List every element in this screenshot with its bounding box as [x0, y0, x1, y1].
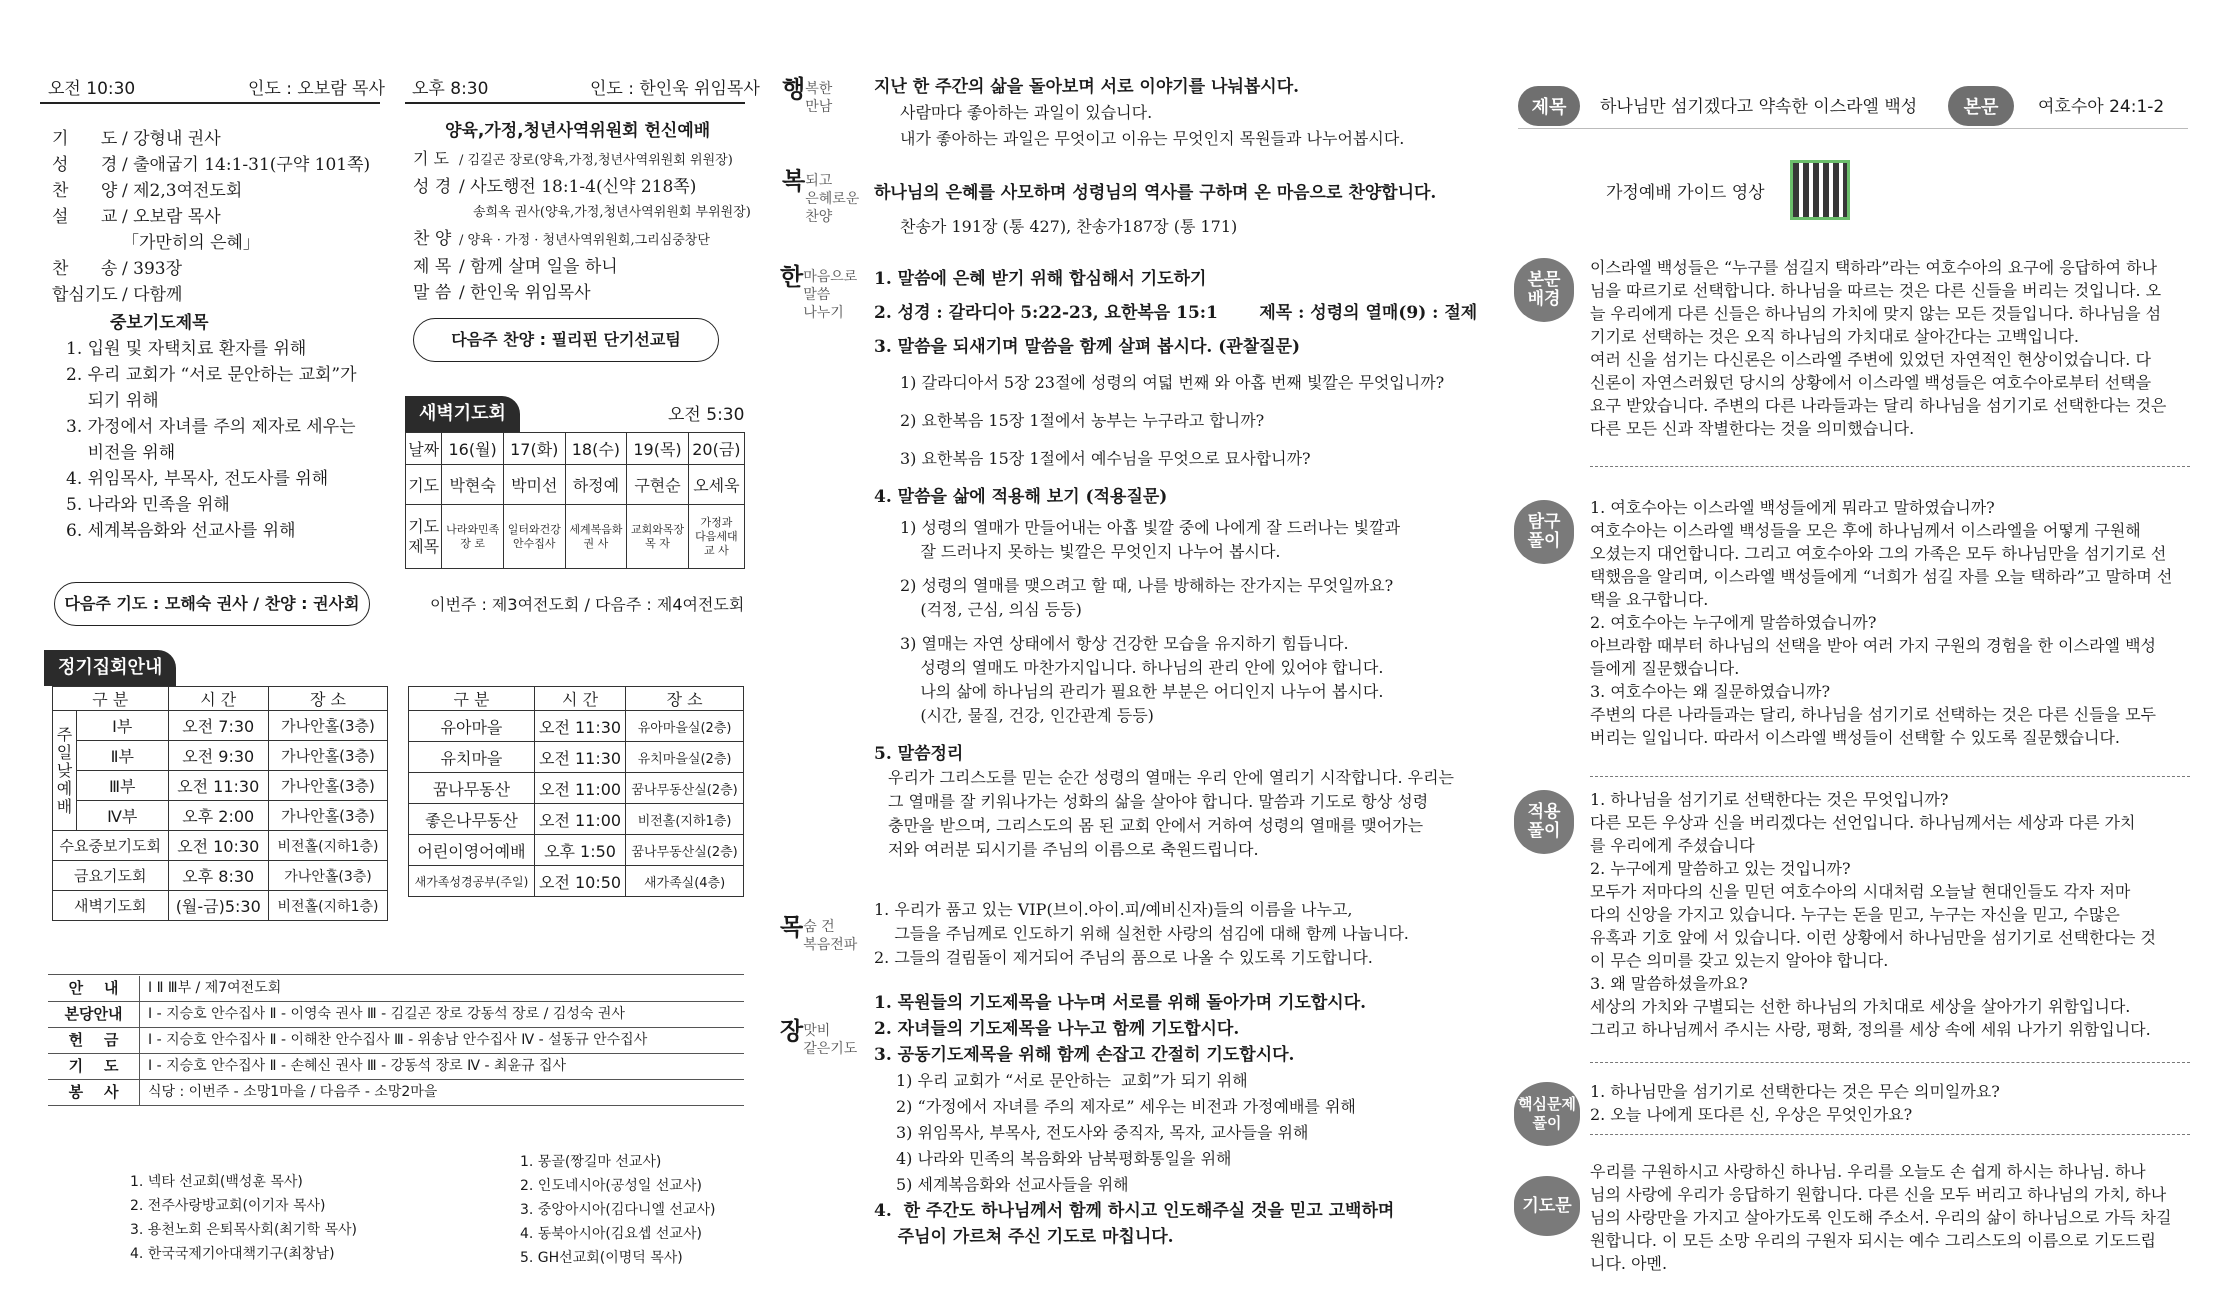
evening-order [413, 146, 753, 306]
evening-row [413, 280, 753, 306]
meet-head-cell: 시 간 [168, 687, 268, 711]
section-evangelism: 목숨 건 복음전파 [780, 913, 858, 953]
section-happy-meeting: 행복한 만남 [782, 75, 833, 115]
meet-row [409, 742, 744, 773]
duty-value: Ⅰ Ⅱ Ⅲ부 / 제7여전도회 [148, 980, 282, 996]
row-value: / 출애굽기 14:1-31(구약 101쪽) [122, 155, 371, 175]
guide-line: 2. 그들의 걸림돌이 제거되어 주님의 품으로 나올 수 있도록 기도합니다. [874, 948, 1373, 967]
section2-text [874, 176, 1436, 244]
prayer-item: 비전을 위해 [66, 443, 176, 463]
row-label: 성 경 [52, 155, 118, 175]
dawn-pray-cell: 구현순 [627, 465, 689, 505]
meet-cell: 가나안홀(3층) [268, 801, 387, 831]
meet-cell: 꿈나무동산실(2층) [626, 835, 744, 866]
meet-cell: 오후 8:30 [168, 861, 268, 891]
key-question-text: 1. 하나님만을 섬기기로 선택한다는 것은 무슨 의미일까요? 2. 오늘 나에게 또다른 신, 우상은 무엇인가요? [1590, 1082, 2000, 1124]
dawn-head-cell: 날짜 [406, 433, 442, 465]
closing-prayer-text: 우리를 구원하시고 사랑하신 하나님. 우리를 오늘도 손 쉽게 하시는 하나님. 하나 님의 사랑에 우리가 응답하기 원합니다. 다른 신을 모두 버리고 하나님의 가치, 하나 님의 사랑만을 가지고 살아가도록 인도해 주소서. 우리의 삶이 하나님으로 가득 차길 원합니다. 이 모든 소망 우리의 구원자 되시는 예수 그리스도의 이름으로 기도드립 니다. 아멘. [1590, 1162, 2172, 1273]
qr-code-icon[interactable] [1790, 160, 1850, 220]
meeting-tag: 정기집회안내 [44, 650, 176, 686]
meet-cell: 유치마을실(2층) [626, 742, 744, 773]
meet-cell: (월-금)5:30 [168, 891, 268, 921]
dawn-table [405, 432, 745, 569]
guide-line: 2. 성경 : 갈라디아 5:22-23, 요한복음 15:1 제목 : 성령의 열매(9) : 절제 [874, 303, 1478, 323]
row-label: 성 경 [413, 177, 452, 197]
meet-cell: 가나안홀(3층) [268, 711, 387, 741]
text-label: 본문 [1948, 86, 2014, 126]
duty-row [48, 1080, 744, 1106]
meet-cell: Ⅳ부 [77, 801, 169, 831]
guide-line: 1. 목원들의 기도제목을 나누며 서로를 위해 돌아가며 기도합시다. [874, 993, 1367, 1013]
sunday-row [52, 126, 382, 152]
meet-cell: Ⅲ부 [77, 771, 169, 801]
section3-text [874, 262, 1494, 862]
dawn-topic-cell: 세계복음화 권 사 [565, 505, 627, 569]
row-value: / 제2,3여전도회 [122, 181, 243, 201]
dawn-pray-cell: 기도 [406, 465, 442, 505]
row-value: / 한인욱 위임목사 [459, 283, 591, 303]
row-value: / 사도행전 18:1-4(신약 218쪽) [459, 177, 697, 197]
sunday-row [52, 256, 382, 282]
explore-label: 탐구 풀이 [1514, 500, 1574, 564]
guide-line: 지난 한 주간의 삶을 돌아보며 서로 이야기를 나눠봅시다. [874, 77, 1300, 97]
mission-item: 5. GH선교회(이명덕 목사) [520, 1250, 683, 1266]
meet-row [53, 861, 388, 891]
meet-cell: 수요중보기도회 [53, 831, 169, 861]
key-question-label: 핵심문제 풀이 [1514, 1082, 1580, 1146]
section4-text [874, 898, 1409, 970]
meet-cell: 유아마을실(2층) [626, 711, 744, 742]
duty-key: 안 내 [48, 976, 140, 1001]
section-word: 한마음으로 말씀 나누기 [780, 263, 858, 321]
meet-row [409, 835, 744, 866]
guide-line: 주님이 가르쳐 주신 기도로 마칩니다. [874, 1227, 1174, 1247]
guide-line: 1) 우리 교회가 “서로 문안하는 교회”가 되기 위해 [896, 1071, 1248, 1090]
meet-cell: 오전 10:50 [534, 866, 625, 897]
background-text: 이스라엘 백성들은 “누구를 섬길지 택하라”라는 여호수아의 요구에 응답하여 하나 님을 따르기로 선택합니다. 하나님을 따르는 것은 다른 신들을 버리는 것입니다. 오 늘 우리에게 다른 신들은 하나님의 가치에 맞지 않는 모든 것들입니다. 하나님을 섬 기기로 선택하는 것은 오직 하나님의 가치대로 살아간다는 고백입니다. 여러 신을 섬기는 다신론은 이스라엘 주변에 있었던 자연적인 현상이었습니다. 다 신론이 자연스러웠던 당시의 상황에서 이스라엘 백성들은 여호수아로부터 선택을 요구 받았습니다. 주변의 다른 나라들과는 달리 하나님을 섬기기로 선택한다는 것은 다른 모든 신과 작별한다는 것을 의미했습니다. [1590, 258, 2167, 438]
meet-cell: 비전홀(지하1층) [268, 891, 387, 921]
duty-row [48, 1028, 744, 1054]
section1-text [874, 74, 1404, 152]
sunday-row [52, 230, 382, 256]
scripture-text: 여호수아 24:1-2 [2038, 97, 2165, 117]
duty-value: 식당 : 이번주 - 소망1마을 / 다음주 - 소망2마을 [148, 1084, 438, 1100]
dawn-pray-cell: 하정예 [565, 465, 627, 505]
guide-line: 1) 성령의 열매가 만들어내는 아홉 빛깔 중에 나에게 잘 드러나는 빛깔과 [900, 518, 1401, 537]
guide-line: 하나님의 은혜를 사모하며 성령님의 역사를 구하며 온 마음으로 찬양합니다. [874, 183, 1437, 203]
prayer-item: 5. 나라와 민족을 위해 [66, 495, 230, 515]
apply-text: 1. 하나님을 섬기기로 선택한다는 것은 무엇입니까? 다른 모든 우상과 신을 버리겠다는 선언입니다. 하나님께서는 세상과 다른 가치 를 우리에게 주셨습니다 2. 누구에게 말씀하고 있는 것입니까? 모두가 저마다의 신을 믿던 여호수아의 시대처럼 오늘날 현대인들도 각자 저마 다의 신앙을 가지고 있습니다. 누구는 돈을 믿고, 누구는 자신을 믿고, 수많은 유혹과 기호 앞에 서 있습니다. 이런 상황에서 하나님만을 섬기기로 선택한다는 것 이 무슨 의미를 갖고 있는지 알아야 합니다. 3. 왜 말씀하셨을까요? 세상의 가치와 구별되는 선한 하나님의 가치대로 세상을 살아가기 위함입니다. 그리고 하나님께서 주시는 사랑, 평화, 정의를 세상 속에 세워 나가기 위함입니다. [1590, 790, 2156, 1039]
section-prayer: 장맛비 같은기도 [780, 1017, 858, 1057]
guide-video-label: 가정예배 가이드 영상 [1606, 183, 1765, 203]
meet-cell: 오전 9:30 [168, 741, 268, 771]
meet-cell: 가나안홀(3층) [268, 741, 387, 771]
meet-head-cell: 장 소 [626, 687, 744, 711]
guide-line: 4. 말씀을 삶에 적용해 보기 (적용질문) [874, 487, 1168, 507]
duty-row [48, 976, 744, 1002]
evening-row [413, 174, 753, 200]
guide-line: 2. 자녀들의 기도제목을 나누고 함께 기도합시다. [874, 1019, 1240, 1039]
meet-cell: 좋은나무동산 [409, 804, 535, 835]
dawn-head-cell: 16(월) [442, 433, 504, 465]
meet-cell: 금요기도회 [53, 861, 169, 891]
guide-line: 3) 요한복음 15장 1절에서 예수님을 무엇으로 묘사합니까? [900, 449, 1311, 468]
dawn-head-cell: 17(화) [503, 433, 565, 465]
row-label: 기 도 [52, 129, 118, 149]
meet-cell: 오전 11:00 [534, 773, 625, 804]
meet-cell: 오후 1:50 [534, 835, 625, 866]
sunday-row [52, 282, 382, 308]
meeting-table-left [52, 686, 388, 921]
meet-cell: 꿈나무동산실(2층) [626, 773, 744, 804]
guide-line: 3. 공동기도제목을 위해 함께 손잡고 간절히 기도합시다. [874, 1045, 1295, 1065]
guide-line: 3) 위임목사, 부목사, 전도사와 중직자, 목자, 교사들을 위해 [896, 1123, 1309, 1142]
row-value: / 강형내 권사 [122, 129, 221, 149]
dawn-time: 오전 5:30 [668, 405, 745, 425]
row-value: / 양육 · 가정 · 청년사역위원회,그리심중창단 [459, 233, 710, 248]
dawn-topic-cell: 교회와목장 목 자 [627, 505, 689, 569]
prayer-list [66, 336, 386, 544]
row-label: 찬 양 [413, 229, 452, 249]
sunday-row [52, 178, 382, 204]
duty-row [48, 1002, 744, 1028]
mission-item: 1. 몽골(짱길마 선교사) [520, 1154, 662, 1170]
meet-cell: Ⅰ부 [77, 711, 169, 741]
prayer-item: 2. 우리 교회가 “서로 문안하는 교회”가 [66, 365, 357, 385]
meet-cell: 오전 11:30 [168, 771, 268, 801]
meet-row [53, 711, 388, 741]
duty-value: Ⅰ - 지승호 안수집사 Ⅱ - 이영숙 권사 Ⅲ - 김길곤 장로 강동석 장로 / 김성숙 권사 [148, 1006, 625, 1022]
meet-row [409, 773, 744, 804]
guide-line: (걱정, 근심, 의심 등등) [900, 600, 1082, 619]
mission-item: 4. 동북아시아(김요셉 선교사) [520, 1226, 702, 1242]
guide-line: 우리가 그리스도를 믿는 순간 성령의 열매는 우리 안에 열리기 시작합니다. 우리는 [888, 768, 1454, 787]
prayer-item: 6. 세계복음화와 선교사를 위해 [66, 521, 296, 541]
guide-line: 성령의 열매도 마찬가지입니다. 하나님의 관리 안에 있어야 합니다. [900, 658, 1384, 677]
next-week-pill: 다음주 기도 : 모해숙 권사 / 찬양 : 권사회 [54, 582, 370, 626]
guide-line: 3) 열매는 자연 상태에서 항상 건강한 모습을 유지하기 힘듭니다. [900, 634, 1349, 653]
duty-value: Ⅰ - 지승호 안수집사 Ⅱ - 이해찬 안수집사 Ⅲ - 위송남 안수집사 Ⅳ - 설동규 안수집사 [148, 1032, 648, 1048]
prayer-item: 1. 입원 및 자택치료 환자를 위해 [66, 339, 307, 359]
meet-head-cell: 시 간 [534, 687, 625, 711]
guide-line: 1) 갈라디아서 5장 23절에 성령의 여덟 번째 와 아홉 번째 빛깔은 무엇입니까? [900, 373, 1445, 392]
guide-line: 사람마다 좋아하는 과일이 있습니다. [900, 103, 1153, 122]
meet-row [409, 804, 744, 835]
guide-line: 3. 말씀을 되새기며 말씀을 함께 살펴 봅시다. (관찰질문) [874, 337, 1301, 357]
guide-line: 나의 삶에 하나님의 관리가 필요한 부분은 어디인지 나누어 봅시다. [900, 682, 1384, 701]
row-label: 기 도 [413, 149, 449, 168]
meet-cell: Ⅱ부 [77, 741, 169, 771]
dawn-pray-cell: 박현숙 [442, 465, 504, 505]
missions-list-b [520, 1150, 715, 1270]
row-label: 찬 송 [52, 259, 118, 279]
guide-line: 그 열매를 잘 키워나가는 성화의 삶을 살아야 합니다. 말씀과 기도로 항상 성령 [888, 792, 1429, 811]
meet-cell: 유아마을 [409, 711, 535, 742]
evening-row [413, 226, 753, 254]
meet-head-cell: 구 분 [409, 687, 535, 711]
meet-cell: 어린이영어예배 [409, 835, 535, 866]
guide-line: 그들을 주님께로 인도하기 위해 실천한 사랑의 섬김에 대해 함께 나눕니다. [874, 924, 1409, 943]
meet-head-cell: 구 분 [53, 687, 169, 711]
mission-item: 2. 인도네시아(공성일 선교사) [520, 1178, 702, 1194]
missions-list-a [130, 1170, 357, 1266]
evening-row [413, 254, 753, 280]
meet-cell: 가나안홀(3층) [268, 771, 387, 801]
dawn-head-cell: 20(금) [688, 433, 744, 465]
meet-cell: 비전홀(지하1층) [268, 831, 387, 861]
row-value: 「가만히의 은혜」 [122, 233, 260, 253]
mission-item: 1. 넥타 선교회(백성훈 목사) [130, 1174, 303, 1190]
guide-line: 4. 한 주간도 하나님께서 함께 하시고 인도해주실 것을 믿고 고백하며 [874, 1201, 1395, 1221]
guide-line: 내가 좋아하는 과일은 무엇이고 이유는 무엇인지 목원들과 나누어봅시다. [900, 129, 1405, 148]
mission-item: 3. 중앙아시아(김다니엘 선교사) [520, 1202, 716, 1218]
row-value: / 함께 살며 일을 하니 [459, 257, 618, 277]
sunday-order [52, 126, 382, 308]
prayer-title: 중보기도제목 [110, 313, 209, 333]
background-label: 본문 배경 [1514, 258, 1574, 322]
meet-cell: 오전 7:30 [168, 711, 268, 741]
row-value: / 393장 [122, 259, 183, 279]
guide-line: 잘 드러나지 못하는 빛깔은 무엇인지 나누어 봅시다. [900, 542, 1281, 561]
row-value: / 다함께 [122, 285, 183, 305]
meet-row [53, 891, 388, 921]
guide-line: 2) 성령의 열매를 맺으려고 할 때, 나를 방해하는 잔가지는 무엇일까요? [900, 576, 1394, 595]
guide-line: 충만을 받으며, 그리스도의 몸 된 교회 안에서 거하여 성령의 열매를 맺어가는 [888, 816, 1424, 835]
evening-leader: 인도 : 한인욱 위임목사 [590, 79, 760, 99]
guide-line: 찬송가 191장 (통 427), 찬송가187장 (통 171) [900, 217, 1238, 236]
evening-row [413, 146, 753, 174]
prayer-label: 기도문 [1514, 1176, 1580, 1236]
dawn-topic-cell: 가정과 다음세대 교 사 [688, 505, 744, 569]
guide-line: 5) 세계복음화와 선교사들을 위해 [896, 1175, 1129, 1194]
row-label: 찬 양 [52, 181, 118, 201]
topic-label: 제목 [1518, 86, 1580, 126]
row-label: 말 씀 [413, 283, 452, 303]
meet-cell: 오전 11:30 [534, 742, 625, 773]
row-label: 설 교 [52, 207, 118, 227]
mission-item: 2. 전주사랑방교회(이기자 목사) [130, 1198, 326, 1214]
guide-line: 저와 여러분 되시기를 주님의 이름으로 축원드립니다. [888, 840, 1259, 859]
prayer-item: 3. 가정에서 자녀를 주의 제자로 세우는 [66, 417, 356, 437]
meet-cell: 꿈나무동산 [409, 773, 535, 804]
meet-row [53, 741, 388, 771]
meet-cell: 오전 11:00 [534, 804, 625, 835]
explore-text: 1. 여호수아는 이스라엘 백성들에게 뭐라고 말하였습니까? 여호수아는 이스라엘 백성들을 모은 후에 하나님께서 이스라엘을 어떻게 구원해 오셨는지 대언합니다. 그리고 여호수아와 그의 가족은 모두 하나님만을 섬기기로 선 택했음을 알리며, 이스라엘 백성들에게 “너희가 섬길 자를 오늘 택하라”고 말하며 선 택을 요구합니다. 2. 여호수아는 누구에게 말씀하였습니까? 아브라함 때부터 하나님의 선택을 받아 여러 가지 구원의 경험을 한 이스라엘 백성 들에게 질문했습니다. 3. 여호수아는 왜 질문하였습니까? 주변의 다른 나라들과는 달리, 하나님을 섬기기로 선택하는 것은 다른 신들을 모두 버리는 일입니다. 따라서 이스라엘 백성들이 선택할 수 있도록 질문했습니다. [1590, 498, 2173, 747]
evening-row [413, 200, 753, 226]
duty-value: Ⅰ - 지승호 안수집사 Ⅱ - 손혜신 권사 Ⅲ - 강동석 장로 Ⅳ - 최윤규 집사 [148, 1058, 567, 1074]
guide-line: 2) 요한복음 15장 1절에서 농부는 누구라고 합니까? [900, 411, 1265, 430]
evening-time: 오후 8:30 [412, 79, 489, 99]
meet-row [409, 866, 744, 897]
duty-key: 봉 사 [48, 1080, 140, 1105]
duty-roster [48, 976, 744, 1106]
meet-row [53, 831, 388, 861]
row-label: 합심기도 [52, 285, 118, 305]
dawn-topic-cell: 나라와민족 장 로 [442, 505, 504, 569]
section5-text [874, 990, 1394, 1250]
meet-cell: 오전 10:30 [168, 831, 268, 861]
duty-key: 기 도 [48, 1054, 140, 1079]
dawn-tag: 새벽기도회 [405, 396, 520, 432]
meet-cell: 오후 2:00 [168, 801, 268, 831]
guide-line: 4) 나라와 민족의 복음화와 남북평화통일을 위해 [896, 1149, 1232, 1168]
prayer-item: 되기 위해 [66, 391, 159, 411]
prayer-item: 4. 위임목사, 부목사, 전도사를 위해 [66, 469, 329, 489]
meet-cell: 새벽기도회 [53, 891, 169, 921]
sunday-row [52, 152, 382, 178]
section-praise: 복되고 은혜로운 찬양 [782, 167, 860, 225]
row-value: / 김길곤 장로(양육,가정,청년사역위원회 위원장) [459, 153, 733, 168]
meet-group: 주 일 낮 예 배 [53, 711, 77, 831]
dawn-head-cell: 19(목) [627, 433, 689, 465]
guide-line: 2) “가정에서 자녀를 주의 제자로” 세우는 비전과 가정예배를 위해 [896, 1097, 1356, 1116]
sunday-leader: 인도 : 오보람 목사 [248, 79, 385, 99]
evening-next-pill: 다음주 찬양 : 필리핀 단기선교팀 [413, 318, 719, 362]
evening-title: 양육,가정,청년사역위원회 헌신예배 [445, 121, 711, 141]
guide-line: (시간, 물질, 건강, 인간관계 등등) [900, 706, 1154, 725]
meet-row [53, 771, 388, 801]
row-value: / 오보람 목사 [122, 207, 221, 227]
topic-text: 하나님만 섬기겠다고 약속한 이스라엘 백성 [1600, 97, 1918, 117]
mission-item: 3. 용천노회 은퇴목사회(최기학 목사) [130, 1222, 357, 1238]
meet-cell: 오전 11:30 [534, 711, 625, 742]
duty-key: 본당안내 [48, 1002, 140, 1027]
sunday-row [52, 204, 382, 230]
dawn-pray-cell: 오세욱 [688, 465, 744, 505]
dawn-topic-label: 기도 제목 [406, 505, 442, 569]
duty-row [48, 1054, 744, 1080]
meet-cell: 가나안홀(3층) [268, 861, 387, 891]
guide-line: 1. 우리가 품고 있는 VIP(브이.아이.피/예비신자)들의 이름을 나누고, [874, 900, 1353, 919]
sunday-time: 오전 10:30 [48, 79, 136, 99]
dawn-topic-cell: 일터와건강 안수집사 [503, 505, 565, 569]
row-value: 송희옥 권사(양육,가정,청년사역위원회 부위원장) [473, 205, 751, 220]
meet-row [409, 711, 744, 742]
meet-cell: 새가족실(4층) [626, 866, 744, 897]
meet-cell: 유치마을 [409, 742, 535, 773]
mission-item: 4. 한국국제기아대책기구(최창남) [130, 1246, 335, 1262]
meet-cell: 비전홀(지하1층) [626, 804, 744, 835]
dawn-head-cell: 18(수) [565, 433, 627, 465]
duty-key: 헌 금 [48, 1028, 140, 1053]
guide-line: 5. 말씀정리 [874, 744, 964, 764]
dawn-pray-cell: 박미선 [503, 465, 565, 505]
meet-cell: 새가족성경공부(주일) [409, 866, 535, 897]
meet-row [53, 801, 388, 831]
dawn-note: 이번주 : 제3여전도회 / 다음주 : 제4여전도회 [430, 595, 745, 614]
apply-label: 적용 풀이 [1514, 790, 1574, 854]
meet-head-cell: 장 소 [268, 687, 387, 711]
row-label: 제 목 [413, 257, 452, 277]
meeting-table-right [408, 686, 744, 897]
guide-line: 1. 말씀에 은혜 받기 위해 합심해서 기도하기 [874, 269, 1207, 289]
